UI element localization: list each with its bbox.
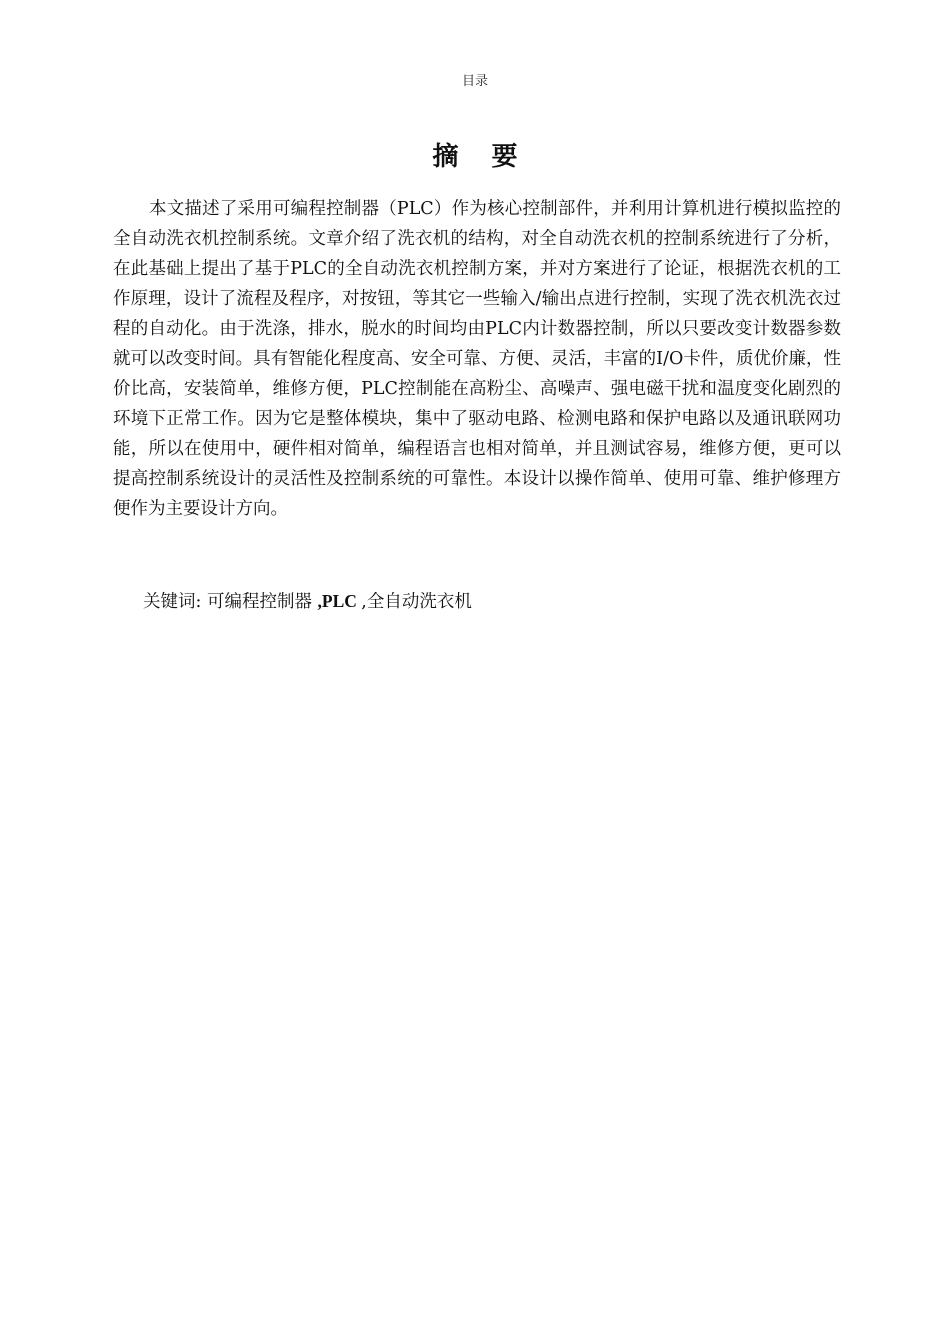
keywords-line bbox=[143, 586, 843, 617]
keyword-item: ,全自动洗衣机 bbox=[361, 592, 472, 612]
keyword-item: 可编程控制器 bbox=[201, 592, 318, 612]
abstract-body: 本文描述了采用可编程控制器（PLC）作为核心控制部件，并利用计算机进行模拟监控的全自动洗衣机控制系统。文章介绍了洗衣机的结构，对全自动洗衣机的控制系统进行了分析，在此基础上提出了基于PLC的全自动洗衣机控制方案，并对方案进行了论证，根据洗衣机的工作原理，设计了流程及程序，对按钮，等其它一些输入/输出点进行控制，实现了洗衣机洗衣过程的自动化。由于洗涤，排水，脱水的时间均由PLC内计数器控制，所以只要改变计数器参数就可以改变时间。具有智能化程度高、安全可靠、方便、灵活，丰富的I/O卡件，质优价廉，性价比高，安装简单，维修方便，PLC控制能在高粉尘、高噪声、强电磁干扰和温度变化剧烈的环境下正常工作。因为它是整体模块，集中了驱动电路、检测电路和保护电路以及通讯联网功能，所以在使用中，硬件相对简单，编程语言也相对简单，并且测试容易，维修方便，更可以提高控制系统设计的灵活性及控制系统的可靠性。本设计以操作简单、使用可靠、维护修理方便作为主要设计方向。 bbox=[113, 199, 841, 519]
keyword-item: ,PLC bbox=[317, 591, 362, 611]
page-header: 目录 bbox=[461, 74, 488, 89]
keywords-label: 关键词: bbox=[143, 592, 202, 612]
abstract-title: 摘 要 bbox=[432, 142, 530, 172]
